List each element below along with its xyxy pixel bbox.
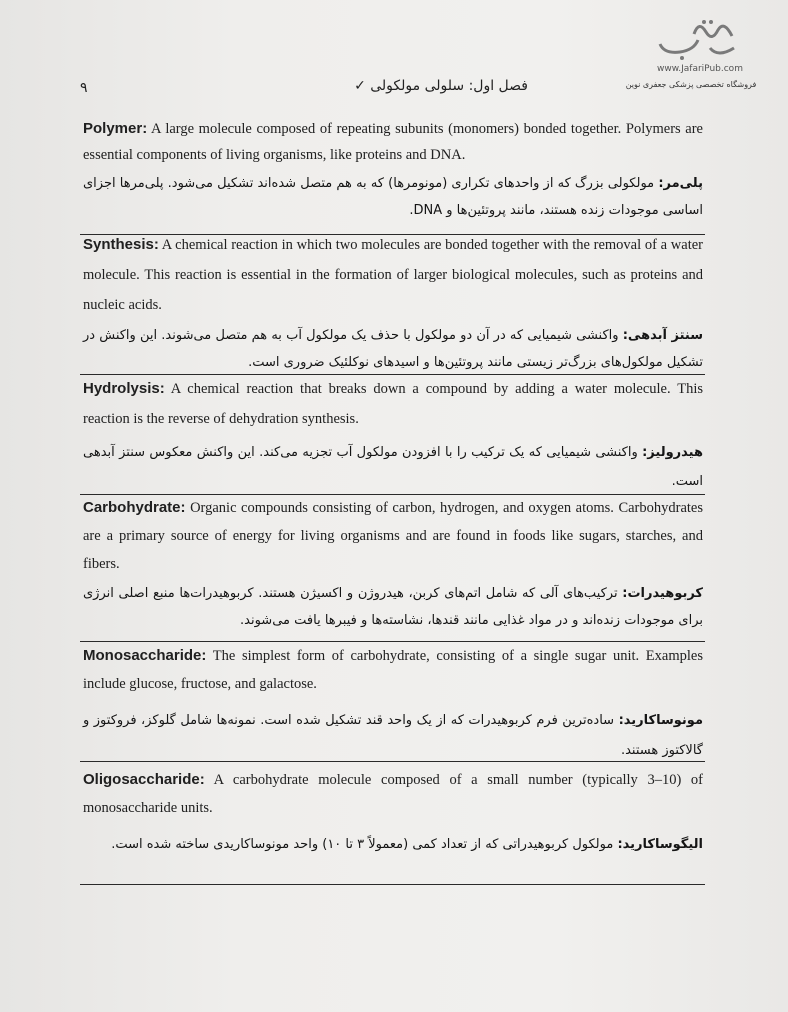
fa-term-label: سنتز آبدهی: <box>622 328 703 343</box>
definition-text: Organic compounds consisting of carbon, hydrogen, and oxygen atoms. Carbohydrates are a primary source of energy for living organisms and are found in foods like sugars, starches, and fibers. <box>83 500 704 572</box>
term-label: Synthesis: <box>83 236 159 253</box>
fa-term-label: مونوساکارید: <box>618 713 703 728</box>
english-definition <box>83 494 703 578</box>
glossary-entry-synthesis <box>83 230 703 376</box>
term-label: Hydrolysis: <box>83 380 165 397</box>
fa-definition-text: مولکول کربوهیدراتی که از تعداد کمی (معمولاً ۳ تا ۱۰) واحد مونوساکاریدی ساخته شده است. <box>111 837 614 852</box>
fa-term-label: کربوهیدرات: <box>622 586 703 601</box>
term-label: Monosaccharide: <box>83 647 207 664</box>
glossary-entry-oligosaccharide <box>83 766 703 860</box>
fa-definition-text: واکنشی شیمیایی که یک ترکیب را با افزودن مولکول آب تجزیه می‌کند. این واکنش معکوس سنتز آبدهی است. <box>83 445 703 489</box>
persian-definition <box>83 322 703 376</box>
fa-definition-text: مولکولی بزرگ که از واحدهای تکراری (مونومرها) که به هم متصل شده‌اند تشکیل می‌شود. پلی‌مرها اجزای اساسی موجودات زنده هستند، مانند پروتئین‌ها و DNA. <box>83 176 703 218</box>
term-label: Oligosaccharide: <box>83 771 205 788</box>
persian-definition <box>83 706 703 766</box>
definition-text: A carbohydrate molecule composed of a small number (typically 3–10) of monosaccharide units. <box>83 772 704 816</box>
glossary-entry-monosaccharide <box>83 642 703 766</box>
glossary-entry-hydrolysis <box>83 374 703 496</box>
fa-term-label: الیگوساکارید: <box>617 837 703 852</box>
chapter-title: فصل اول: سلولی مولکولی ✓ <box>354 78 528 94</box>
glossary-entry-polymer <box>83 116 703 224</box>
definition-text: The simplest form of carbohydrate, consisting of a single sugar unit. Examples include glucose, fructose, and galactose. <box>83 648 703 692</box>
divider <box>80 761 705 762</box>
english-definition <box>83 766 703 822</box>
english-definition <box>83 230 703 320</box>
fa-term-label: هیدرولیز: <box>642 445 703 460</box>
term-label: Carbohydrate: <box>83 499 186 516</box>
divider <box>80 884 705 885</box>
term-label: Polymer: <box>83 120 148 137</box>
publisher-logo-icon <box>654 14 744 62</box>
persian-definition <box>83 438 703 496</box>
persian-definition <box>83 580 703 634</box>
english-definition <box>83 116 703 168</box>
publisher-store-name: فروشگاه تخصصی پزشکی جعفری نوین <box>625 80 757 89</box>
fa-term-label: پلی‌مر: <box>658 176 703 191</box>
persian-definition <box>83 830 703 860</box>
fa-definition-text: ساده‌ترین فرم کربوهیدرات که از یک واحد قند تشکیل شده است. نمونه‌ها شامل گلوکز، فروکتوز و گالاکتوز هستند. <box>83 713 703 758</box>
fa-definition-text: واکنشی شیمیایی که در آن دو مولکول با حذف یک مولکول آب به هم متصل می‌شوند. این واکنش در تشکیل مولکول‌های بزرگ‌تر زیستی مانند پروتئین‌ها و اسیدهای نوکلئیک ضروری است. <box>83 328 703 370</box>
publisher-site-url: www.JafariPub.com <box>657 64 743 74</box>
definition-text: A chemical reaction in which two molecules are bonded together with the removal of a water molecule. This reaction is essential in the formation of larger biological molecules, such as proteins and nucleic acids. <box>83 237 703 313</box>
glossary-entry-carbohydrate <box>83 494 703 634</box>
definition-text: A large molecule composed of repeating subunits (monomers) bonded together. Polymers are essential components of living organisms, like proteins and DNA. <box>83 121 703 163</box>
fa-definition-text: ترکیب‌های آلی که شامل اتم‌های کربن، هیدروژن و اکسیژن هستند. کربوهیدرات‌ها منبع اصلی انرژی برای موجودات زنده‌اند و در مواد غذایی مانند قندها، نشاسته‌ها و فیبرها یافت می‌شوند. <box>83 586 703 628</box>
english-definition <box>83 374 703 434</box>
english-definition <box>83 642 703 698</box>
persian-definition <box>83 170 703 224</box>
definition-text: A chemical reaction that breaks down a compound by adding a water molecule. This reaction is the reverse of dehydration synthesis. <box>83 381 703 427</box>
page-number: ۹ <box>80 80 88 96</box>
